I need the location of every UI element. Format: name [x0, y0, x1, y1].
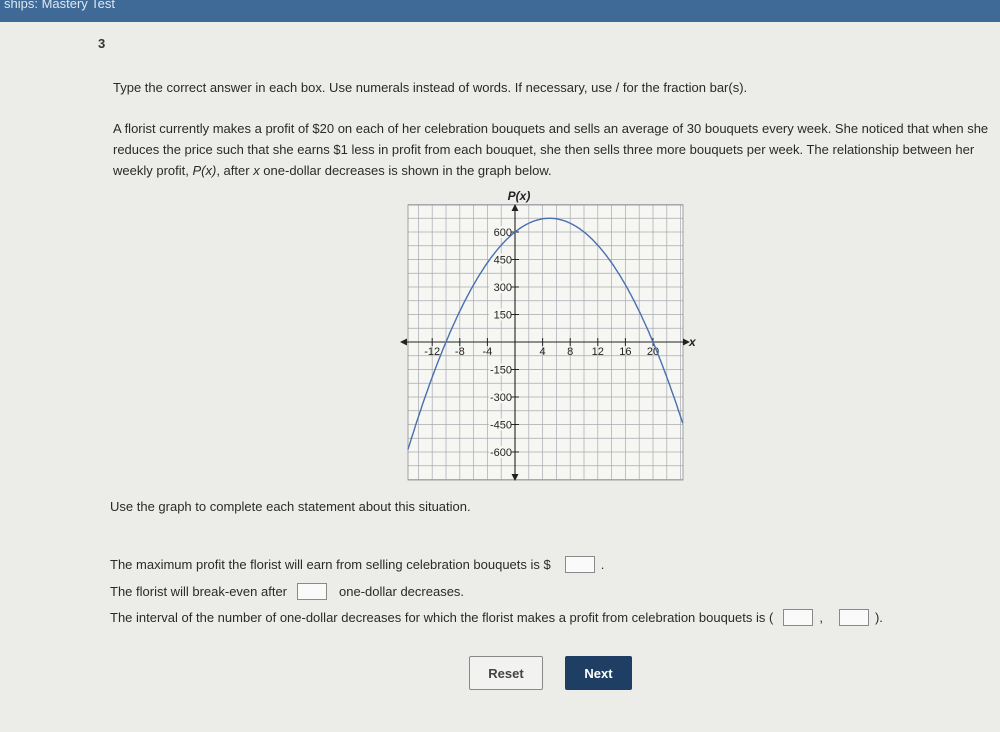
statement-profit-interval	[110, 609, 883, 626]
y-tick-label: 600	[493, 227, 512, 240]
y-tick-label: -450	[489, 419, 512, 432]
problem-line: reduces the price such that she earns $1 less in profit from each bouquet, she then sells three more bouquets per week. The relationship between her	[113, 142, 975, 157]
x-tick-label: 16	[619, 346, 632, 358]
statement-text: ).	[874, 610, 883, 625]
x-axis-arrow-left	[400, 339, 407, 346]
window-header	[0, 0, 1000, 22]
y-axis-title: P(x)	[507, 189, 531, 203]
x-tick-label: -12	[424, 346, 441, 358]
function-label: P(x)	[192, 163, 217, 178]
y-tick-label: 150	[493, 309, 512, 322]
statement-text: The florist will break-even after	[110, 584, 288, 599]
problem-text-part: one-dollar decreases is shown in the graph below.	[259, 163, 552, 178]
problem-line: A florist currently makes a profit of $20 on each of her celebration bouquets and sells an average of 30 bouquets every week. She noticed that when she	[113, 121, 989, 136]
statement-text: ,	[819, 610, 823, 625]
next-button[interactable]: Next	[565, 656, 632, 690]
statement-text: one-dollar decreases.	[339, 584, 465, 599]
profit-graph	[395, 188, 695, 488]
problem-text	[113, 118, 993, 181]
problem-text-part: weekly profit,	[113, 163, 193, 178]
interval-start-input[interactable]	[783, 609, 813, 626]
break-even-input[interactable]	[297, 583, 327, 600]
y-tick-label: 300	[493, 282, 512, 295]
question-number: 3	[98, 36, 106, 51]
y-tick-label: -150	[489, 364, 512, 377]
instructions: Type the correct answer in each box. Use numerals instead of words. If necessary, use / for the fraction bar(s).	[113, 80, 748, 95]
problem-text-part: , after	[216, 163, 254, 178]
problem-line	[113, 160, 993, 181]
x-axis-title: x	[689, 335, 696, 349]
y-tick-label: -600	[489, 446, 512, 459]
x-tick-label: -4	[482, 346, 493, 358]
graph-instruction: Use the graph to complete each statement about this situation.	[110, 499, 471, 514]
interval-end-input[interactable]	[839, 609, 869, 626]
y-tick-label: -300	[489, 391, 512, 404]
y-tick-label: 450	[493, 254, 512, 267]
statement-break-even	[110, 583, 464, 600]
max-profit-input[interactable]	[565, 556, 595, 573]
statement-text: The maximum profit the florist will earn from selling celebration bouquets is $	[110, 557, 551, 572]
x-tick-label: 4	[539, 346, 546, 358]
reset-button[interactable]: Reset	[469, 656, 543, 690]
page-title: ships: Mastery Test	[4, 0, 116, 11]
x-tick-label: 8	[567, 346, 574, 358]
statement-text: .	[600, 557, 605, 572]
variable-label: x	[253, 163, 260, 178]
x-tick-label: 12	[591, 346, 604, 358]
x-tick-label: 20	[646, 346, 660, 358]
statement-text: The interval of the number of one-dollar decreases for which the florist makes a profit from celebration bouquets is (	[110, 610, 774, 625]
x-tick-label: -8	[454, 346, 465, 358]
statement-max-profit	[110, 556, 604, 573]
